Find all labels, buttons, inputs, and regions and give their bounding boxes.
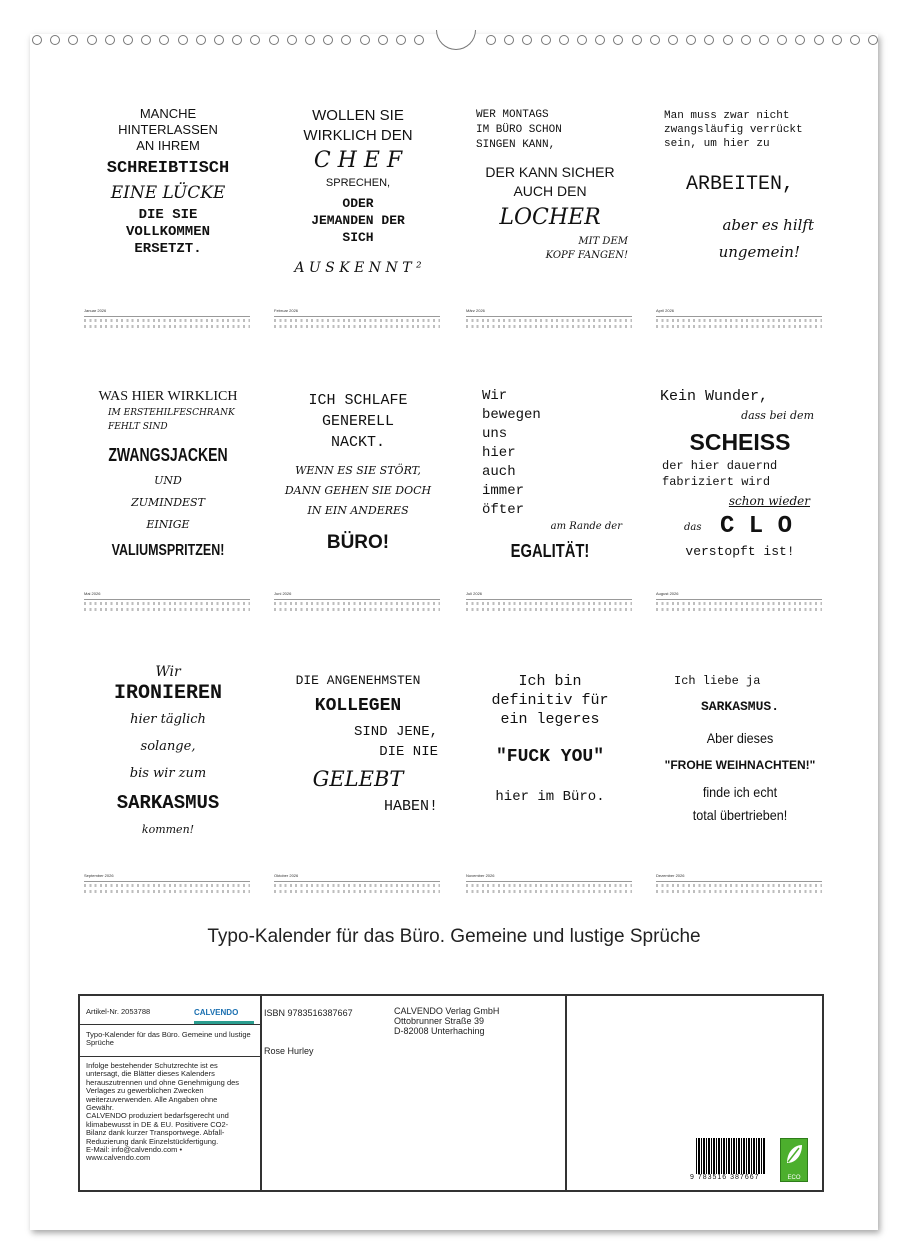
quote-line: zwangsläufig verrückt — [664, 124, 803, 136]
legal-line: weiterzuverwenden. Alle Angaben ohne — [86, 1094, 218, 1104]
month-label: Februar 2026 — [274, 308, 299, 313]
binding-ring — [868, 35, 878, 45]
quote-line: SCHREIBTISCH — [106, 159, 230, 178]
imprint-middle-column — [260, 996, 567, 1190]
binding-ring — [741, 35, 751, 45]
legal-line: untersagt, die Blätter dieses Kalenders — [86, 1069, 215, 1079]
legal-line: Infolge bestehender Schutzrechte ist es — [86, 1061, 218, 1070]
quote-line: ZUMINDEST — [131, 496, 205, 509]
quote-line: auch — [482, 464, 516, 480]
barcode — [696, 1138, 766, 1174]
binding-ring — [159, 35, 169, 45]
quote-line: WER MONTAGS — [476, 109, 549, 121]
card-december — [656, 672, 824, 826]
month-label: März 2026 — [466, 308, 485, 313]
imprint-left-column — [80, 996, 262, 1190]
quote-line: A U S K E N N T ² — [294, 260, 422, 276]
month-label: Oktober 2026 — [274, 873, 299, 878]
calendar-subtitle: Typo-Kalender für das Büro. Gemeine und lustige Sprüche — [207, 926, 701, 947]
quote-line: ein legeres — [500, 711, 600, 728]
quote-line: Wir — [482, 388, 508, 404]
legal-line: E-Mail: info@calvendo.com • — [86, 1145, 183, 1155]
legal-line: Gewähr. — [86, 1103, 114, 1113]
quote-line: WAS HIER WIRKLICH — [98, 389, 238, 404]
quote-line: JEMANDEN DER — [311, 213, 405, 228]
month-strip — [656, 591, 822, 613]
quote-line: LOCHER — [499, 205, 601, 230]
card-january — [84, 106, 252, 258]
quote-line: hier im Büro. — [495, 789, 605, 805]
quote-line: der hier dauernd — [662, 459, 778, 473]
card-june — [274, 390, 442, 561]
quote-line: hier — [482, 445, 516, 461]
quote-line: Ich bin — [518, 673, 582, 690]
binding-ring — [50, 35, 60, 45]
binding-ring — [613, 35, 623, 45]
quote-line: IRONIEREN — [113, 682, 223, 705]
quote-line: ungemein! — [718, 243, 800, 261]
publisher-line: Ottobrunner Straße 39 — [394, 1016, 485, 1026]
binding-ring — [414, 35, 424, 45]
quote-line: hier täglich — [130, 712, 206, 727]
eco-label: ECO — [787, 1175, 801, 1181]
quote-line: FEHLT SIND — [108, 422, 168, 432]
month-label: Juni 2026 — [274, 591, 292, 596]
quote-line: IM ERSTEHILFESCHRANK — [108, 408, 235, 418]
binding-ring — [32, 35, 42, 45]
quote-line: DANN GEHEN SIE DOCH — [284, 484, 432, 497]
quote-line: BÜRO! — [326, 532, 390, 553]
quote-line: AUCH DEN — [513, 183, 587, 199]
binding-ring — [704, 35, 714, 45]
legal-line: Reduzierung dank Einzelstückfertigung. — [86, 1136, 219, 1146]
quote-line: C L O — [720, 513, 793, 540]
quote-line: "FROHE WEIHNACHTEN!" — [664, 758, 816, 772]
quote-line: fabriziert wird — [662, 475, 771, 489]
quote-line: IN EIN ANDERES — [307, 504, 409, 517]
month-label: August 2026 — [656, 591, 679, 596]
quote-line: schon wieder — [728, 494, 810, 508]
quote-line: verstopft ist! — [685, 544, 795, 559]
month-strip — [84, 308, 250, 330]
binding-ring — [360, 35, 370, 45]
publisher-address — [394, 1006, 499, 1036]
quote-line: WOLLEN SIE — [312, 107, 404, 124]
quote-line: KOLLEGEN — [314, 696, 402, 716]
legal-line: CALVENDO produziert bedarfsgerecht und — [86, 1111, 229, 1121]
author: Rose Hurley — [264, 1046, 314, 1056]
month-label: Januar 2026 — [84, 308, 107, 313]
binding-ring — [723, 35, 733, 45]
quote-line: SPRECHEN, — [325, 177, 391, 189]
month-label: April 2026 — [656, 308, 675, 313]
quote-line: dass bei dem — [741, 409, 814, 422]
legal-line: Bilanz dank kurzer Transportwege. Abfall- — [86, 1128, 225, 1138]
binding-ring — [287, 35, 297, 45]
quote-line: VOLLKOMMEN — [125, 224, 210, 240]
binding-ring — [341, 35, 351, 45]
month-strip — [84, 591, 250, 613]
binding-ring — [559, 35, 569, 45]
quote-line: Kein Wunder, — [660, 388, 769, 405]
quote-line: ZWANGSJACKEN — [108, 445, 228, 465]
article-number: Artikel-Nr. 2053788 — [86, 1007, 151, 1016]
month-label: Mai 2026 — [84, 591, 101, 596]
card-october — [274, 672, 442, 818]
legal-line: www.calvendo.com — [86, 1153, 151, 1163]
quote-line: SARKASMUS. — [700, 699, 779, 714]
binding-ring — [214, 35, 224, 45]
quote-line: ODER — [342, 196, 374, 211]
binding-ring — [486, 35, 496, 45]
quote-line: definitiv für — [491, 692, 609, 709]
quote-line: kommen! — [141, 823, 195, 836]
binding-ring — [686, 35, 696, 45]
quote-line: EINE LÜCKE — [110, 183, 226, 203]
month-strip — [274, 873, 440, 895]
quote-line: SINGEN KANN, — [476, 139, 556, 151]
quote-line: bis wir zum — [129, 766, 207, 781]
isbn: ISBN 9783516387667 — [264, 1008, 353, 1018]
binding-ring — [595, 35, 605, 45]
quote-line: SCHEISS — [689, 429, 791, 455]
binding-ring — [378, 35, 388, 45]
quote-line: uns — [482, 426, 508, 442]
quote-line: SICH — [342, 230, 374, 245]
quote-line: Wir — [155, 664, 181, 680]
barcode-digits: 9 783516 387667 — [690, 1174, 760, 1181]
binding-ring — [832, 35, 842, 45]
binding-ring — [650, 35, 660, 45]
month-strip — [656, 873, 822, 895]
binding-ring — [305, 35, 315, 45]
binding-ring — [814, 35, 824, 45]
quote-line: AN IHREM — [136, 138, 200, 153]
binding-ring — [250, 35, 260, 45]
card-november — [466, 672, 634, 807]
binding-ring — [777, 35, 787, 45]
quote-line: GELEBT — [312, 767, 404, 791]
quote-line: VALIUMSPRITZEN! — [111, 542, 225, 559]
leaf-icon — [781, 1139, 807, 1169]
month-label: September 2026 — [84, 873, 114, 878]
month-strip — [466, 873, 632, 895]
quote-line: SIND JENE, — [353, 724, 438, 740]
quote-line: IM BÜRO SCHON — [476, 124, 562, 136]
quote-line: MIT DEM — [578, 236, 628, 247]
card-july — [466, 387, 634, 568]
binding-ring — [668, 35, 678, 45]
binding-ring — [504, 35, 514, 45]
quote-line: das — [684, 522, 702, 533]
card-september — [84, 662, 252, 841]
binding-ring — [522, 35, 532, 45]
calendar-title: Typo-Kalender für das Büro. Gemeine und lustige Sprüche — [86, 1030, 251, 1048]
quote-line: Aber dieses — [706, 730, 774, 746]
quote-line: WENN ES SIE STÖRT, — [295, 464, 421, 477]
quote-line: SARKASMUS — [116, 792, 220, 814]
binding-ring — [269, 35, 279, 45]
quote-line: ICH SCHLAFE — [308, 392, 408, 409]
quote-line: WIRKLICH DEN — [303, 127, 413, 144]
quote-line: UND — [154, 474, 182, 487]
quote-line: "FUCK YOU" — [495, 747, 605, 767]
quote-line: ARBEITEN, — [685, 173, 795, 196]
quote-line: HABEN! — [383, 798, 438, 815]
binding-ring — [178, 35, 188, 45]
binding-ring — [196, 35, 206, 45]
month-label: Dezember 2026 — [656, 873, 685, 878]
month-strip — [466, 308, 632, 330]
quote-line: Man muss zwar nicht — [664, 110, 790, 122]
month-label: Juli 2026 — [466, 591, 483, 596]
quote-line: aber es hilft — [722, 216, 814, 234]
binding-ring — [68, 35, 78, 45]
quote-line: solange, — [140, 739, 196, 754]
quote-line: DIE ANGENEHMSTEN — [295, 673, 421, 688]
quote-line: C H E F — [313, 148, 403, 173]
quote-line: DIE NIE — [379, 744, 438, 760]
quote-line: Ich liebe ja — [674, 674, 761, 688]
quote-line: total übertrieben! — [692, 807, 788, 823]
quote-line: EINIGE — [146, 518, 190, 531]
calvendo-logo — [194, 1002, 254, 1016]
legal-line: klimabewusst in DE & EU. Positivere CO2- — [86, 1119, 229, 1129]
quote-line: öfter — [482, 502, 525, 518]
quote-line: am Rande der — [550, 521, 622, 532]
quote-line: HINTERLASSEN — [118, 122, 218, 137]
publisher-line: D-82008 Unterhaching — [394, 1026, 485, 1036]
binding-ring — [105, 35, 115, 45]
month-label: November 2026 — [466, 873, 495, 878]
binding-ring — [759, 35, 769, 45]
binding-ring — [577, 35, 587, 45]
quote-line: bewegen — [482, 407, 541, 423]
quote-line: DER KANN SICHER — [485, 164, 615, 180]
card-february — [274, 106, 442, 280]
quote-line: MANCHE — [139, 106, 197, 121]
card-march — [466, 108, 634, 263]
legal-line: Verlages zu gewerblichen Zwecken — [86, 1086, 204, 1096]
eco-badge — [780, 1138, 808, 1182]
month-strip — [656, 308, 822, 330]
month-strip — [466, 591, 632, 613]
card-april — [656, 109, 824, 265]
binding-ring — [632, 35, 642, 45]
quote-line: NACKT. — [330, 434, 385, 451]
binding-ring — [123, 35, 133, 45]
imprint-box — [78, 994, 824, 1192]
month-strip — [84, 873, 250, 895]
binding-ring — [141, 35, 151, 45]
card-august — [656, 386, 824, 562]
binding-ring — [541, 35, 551, 45]
quote-line: finde ich echt — [702, 784, 778, 800]
card-may — [84, 388, 252, 566]
quote-line: ERSETZT. — [134, 241, 202, 257]
quote-line: KOPF FANGEN! — [545, 250, 628, 261]
legal-line: herauszutrennen und ohne Genehmigung des — [86, 1077, 240, 1087]
binding-ring — [87, 35, 97, 45]
month-strip — [274, 308, 440, 330]
publisher-line: CALVENDO Verlag GmbH — [394, 1006, 500, 1016]
quote-line: EGALITÄT! — [510, 541, 590, 561]
binding-ring — [850, 35, 860, 45]
month-strip — [274, 591, 440, 613]
legal-text — [86, 1062, 258, 1163]
quote-line: GENERELL — [321, 413, 394, 430]
quote-line: DIE SIE — [138, 207, 198, 223]
logo-text: CALVENDO — [194, 1008, 239, 1017]
binding-ring — [232, 35, 242, 45]
binding-ring — [795, 35, 805, 45]
binding-ring — [323, 35, 333, 45]
binding-ring — [396, 35, 406, 45]
quote-line: immer — [482, 483, 525, 499]
quote-line: sein, um hier zu — [664, 138, 770, 150]
